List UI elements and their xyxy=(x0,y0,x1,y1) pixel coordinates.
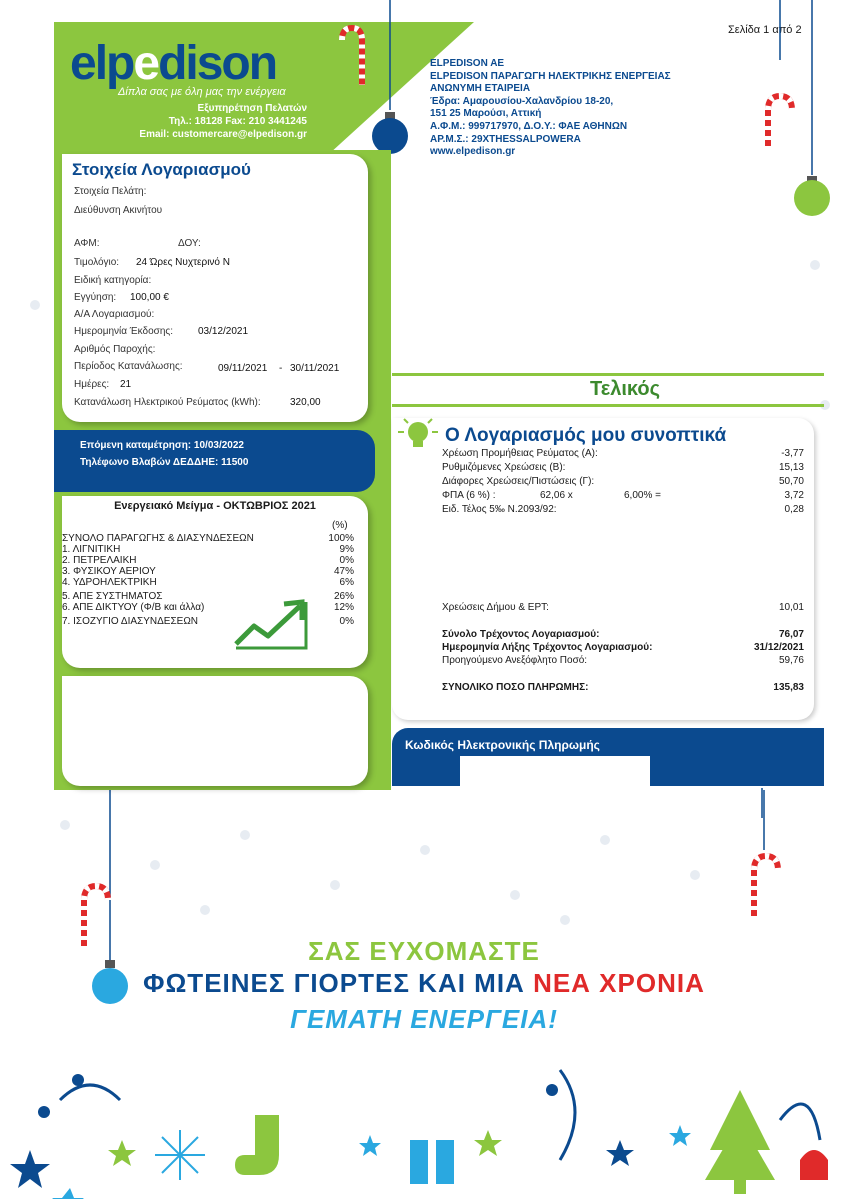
blank-card xyxy=(62,676,368,786)
consumption-label: Κατανάλωση Ηλεκτρικού Ρεύματος (kWh): xyxy=(74,397,261,408)
period-from: 09/11/2021 xyxy=(218,363,268,374)
guarantee-value: 100,00 € xyxy=(130,292,169,303)
divider xyxy=(392,373,824,376)
greeting-line-2: ΦΩΤΕΙΝΕΣ ΓΙΟΡΤΕΣ ΚΑΙ ΜΙΑ ΝΕΑ ΧΡΟΝΙΑ xyxy=(143,968,705,998)
tariff-label: Τιμολόγιο: xyxy=(74,257,120,268)
company-info: ELPEDISON AE ELPEDISON ΠΑΡΑΓΩΓΗ ΗΛΕΚΤΡΙΚΗΣ ΕΝΕΡΓΕΙΑΣ ΑΝΩΝΥΜΗ ΕΤΑΙΡΕΙΑ Έδρα: Αμαρουσίου-Χαλανδρίου 18-20, 151 25 Μαρούσι, Αττική Α.Φ.Μ.: 999717970, Δ.Ο.Υ.: ΦΑΕ ΑΘΗΝΩΝ ΑΡ.Μ.Σ.: 29XTHESSALPOWERA www.elpedison.gr xyxy=(430,58,671,158)
period-separator: - xyxy=(279,363,283,374)
elpedison-logo: elpedison xyxy=(70,37,277,90)
lightbulb-icon xyxy=(396,414,440,454)
divider xyxy=(392,404,824,407)
tariff-value: 24 Ώρες Νυχτερινό Ν xyxy=(136,257,230,268)
candy-cane-ornament-icon xyxy=(330,0,440,160)
days-value: 21 xyxy=(120,379,132,390)
greeting-line-3: ΓΕΜΑΤΗ ΕΝΕΡΓΕΙΑ! xyxy=(290,1004,558,1034)
account-details-title: Στοιχεία Λογαριασμού xyxy=(72,160,251,179)
next-reading: Επόμενη καταμέτρηση: 10/03/2022 xyxy=(80,440,244,451)
supply-number-label: Αριθμός Παροχής: xyxy=(74,344,156,355)
period-to: 30/11/2021 xyxy=(290,363,340,374)
afm-label: ΑΦΜ: xyxy=(74,238,100,249)
energy-mix-pct-header: (%) xyxy=(332,520,348,531)
customer-contact: Εξυπηρέτηση Πελατών Τηλ.: 18128 Fax: 210 3441245 Email: customercare@elpedison.gr xyxy=(139,103,307,140)
greeting-line-1: ΣΑΣ ΕΥΧΟΜΑΣΤΕ xyxy=(308,936,540,966)
days-label: Ημέρες: xyxy=(74,379,110,390)
account-number-label: Α/Α Λογαριασμού: xyxy=(74,309,155,320)
bill-status: Τελικός xyxy=(589,378,660,400)
consumption-value: 320,00 xyxy=(290,397,321,408)
customer-label: Στοιχεία Πελάτη: xyxy=(74,186,147,197)
special-category-label: Ειδική κατηγορία: xyxy=(74,275,152,286)
fault-phone: Τηλέφωνο Βλαβών ΔΕΔΔΗΕ: 11500 xyxy=(80,457,249,468)
guarantee-label: Εγγύηση: xyxy=(74,292,117,303)
trend-arrow-icon xyxy=(232,596,312,652)
doy-label: ΔΟΥ: xyxy=(178,238,201,249)
summary-title: Ο Λογαριασμός μου συνοπτικά xyxy=(445,425,727,446)
ornament-string-icon xyxy=(748,788,768,818)
christmas-ornaments-right-icon xyxy=(760,0,840,230)
property-address-label: Διεύθυνση Ακινήτου xyxy=(74,205,163,216)
issue-date-value: 03/12/2021 xyxy=(198,326,249,337)
consumption-period-label: Περίοδος Κατανάλωσης: xyxy=(74,361,183,372)
brand-tagline: Δίπλα σας με όλη μας την ενέργεια xyxy=(118,86,286,98)
payment-code-box xyxy=(460,756,650,786)
issue-date-label: Ημερομηνία Έκδοσης: xyxy=(74,326,173,337)
festive-decorations-icon xyxy=(0,1040,848,1199)
reading-info-text xyxy=(80,437,248,471)
page-number: Σελίδα 1 από 2 xyxy=(728,24,802,36)
energy-mix-title: Ενεργειακό Μείγμα - ΟΚΤΩΒΡΙΟΣ 2021 xyxy=(114,500,316,512)
payment-code-title: Κωδικός Ηλεκτρονικής Πληρωμής xyxy=(405,738,600,752)
